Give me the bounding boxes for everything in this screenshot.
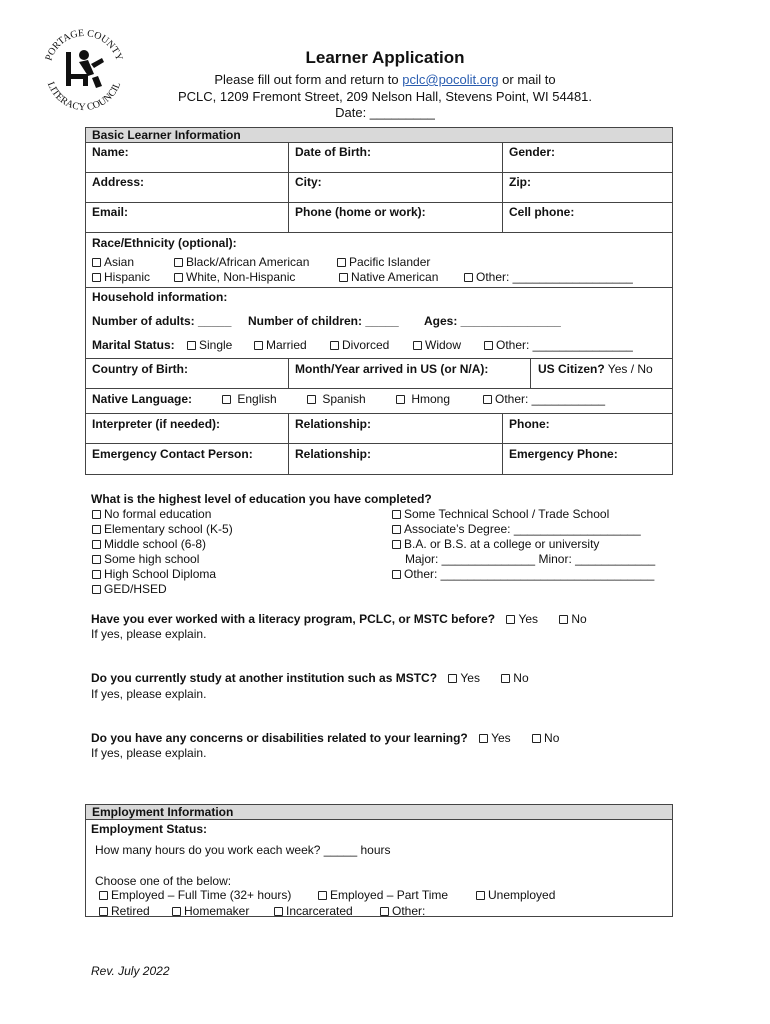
checkbox[interactable] bbox=[330, 341, 339, 350]
race-option-hispanic[interactable]: Hispanic bbox=[92, 270, 150, 284]
checkbox[interactable] bbox=[392, 570, 401, 579]
checkbox[interactable] bbox=[92, 273, 101, 282]
edu-diploma[interactable]: High School Diploma bbox=[92, 567, 216, 581]
checkbox[interactable] bbox=[222, 395, 231, 404]
race-option-black[interactable]: Black/African American bbox=[174, 255, 309, 269]
emp-homemaker[interactable]: Homemaker bbox=[172, 904, 249, 918]
emergency-relationship-field[interactable]: Relationship: bbox=[295, 447, 372, 461]
checkbox[interactable] bbox=[254, 341, 263, 350]
literacy-explain: If yes, please explain. bbox=[91, 627, 207, 641]
marital-married[interactable]: Married bbox=[254, 338, 307, 352]
checkbox[interactable] bbox=[92, 585, 101, 594]
emergency-phone-field[interactable]: Emergency Phone: bbox=[509, 447, 618, 461]
literacy-yes[interactable]: Yes bbox=[506, 612, 538, 626]
citizen-field[interactable]: US Citizen? Yes / No bbox=[538, 362, 653, 376]
disabilities-yes[interactable]: Yes bbox=[479, 731, 511, 745]
edu-middle[interactable]: Middle school (6-8) bbox=[92, 537, 206, 551]
checkbox[interactable] bbox=[559, 615, 568, 624]
education-question: What is the highest level of education you have completed? bbox=[91, 492, 432, 506]
study-no[interactable]: No bbox=[501, 671, 528, 685]
checkbox[interactable] bbox=[413, 341, 422, 350]
mailing-address: PCLC, 1209 Fremont Street, 209 Nelson Hall, Stevens Point, WI 54481. bbox=[177, 89, 593, 104]
edu-other[interactable]: Other: ________________________________ bbox=[392, 567, 654, 581]
lang-other[interactable]: Other: ___________ bbox=[483, 392, 605, 406]
marital-label: Marital Status: bbox=[92, 338, 175, 352]
ages-field[interactable]: Ages: _______________ bbox=[424, 314, 561, 328]
question-literacy: Have you ever worked with a literacy program, PCLC, or MSTC before? Yes No bbox=[91, 612, 587, 626]
checkbox[interactable] bbox=[99, 907, 108, 916]
emp-other[interactable]: Other: bbox=[380, 904, 425, 918]
edu-technical[interactable]: Some Technical School / Trade School bbox=[392, 507, 609, 521]
checkbox[interactable] bbox=[448, 674, 457, 683]
revision-note: Rev. July 2022 bbox=[91, 964, 170, 978]
edu-ged[interactable]: GED/HSED bbox=[92, 582, 167, 596]
gender-field[interactable]: Gender: bbox=[509, 145, 556, 159]
page-title: Learner Application bbox=[305, 48, 465, 67]
choose-label: Choose one of the below: bbox=[95, 874, 232, 888]
lang-english[interactable]: English bbox=[222, 392, 277, 406]
basic-info-header: Basic Learner Information bbox=[86, 128, 672, 143]
race-option-asian[interactable]: Asian bbox=[92, 255, 134, 269]
household-label: Household information: bbox=[92, 290, 228, 304]
interpreter-relationship-field[interactable]: Relationship: bbox=[295, 417, 372, 431]
interpreter-phone-field[interactable]: Phone: bbox=[509, 417, 550, 431]
address-field[interactable]: Address: bbox=[92, 175, 145, 189]
checkbox[interactable] bbox=[464, 273, 473, 282]
checkbox[interactable] bbox=[392, 510, 401, 519]
disabilities-no[interactable]: No bbox=[532, 731, 559, 745]
checkbox[interactable] bbox=[92, 540, 101, 549]
zip-field[interactable]: Zip: bbox=[509, 175, 531, 189]
country-field[interactable]: Country of Birth: bbox=[92, 362, 188, 376]
checkbox[interactable] bbox=[174, 273, 183, 282]
checkbox[interactable] bbox=[172, 907, 181, 916]
checkbox[interactable] bbox=[187, 341, 196, 350]
adults-field[interactable]: Number of adults: _____ bbox=[92, 314, 232, 328]
race-option-native[interactable]: Native American bbox=[339, 270, 438, 284]
literacy-no[interactable]: No bbox=[559, 612, 586, 626]
employment-status-label: Employment Status: bbox=[91, 822, 208, 836]
checkbox[interactable] bbox=[479, 734, 488, 743]
checkbox[interactable] bbox=[307, 395, 316, 404]
checkbox[interactable] bbox=[339, 273, 348, 282]
edu-bachelor[interactable]: B.A. or B.S. at a college or university bbox=[392, 537, 599, 551]
emp-incarcerated[interactable]: Incarcerated bbox=[274, 904, 353, 918]
emp-part-time[interactable]: Employed – Part Time bbox=[318, 888, 448, 902]
checkbox[interactable] bbox=[484, 341, 493, 350]
instructions-line1: Please fill out form and return to pclc@pocolit.org or mail to bbox=[214, 72, 556, 87]
checkbox[interactable] bbox=[532, 734, 541, 743]
edu-some-high[interactable]: Some high school bbox=[92, 552, 199, 566]
emp-full-time[interactable]: Employed – Full Time (32+ hours) bbox=[99, 888, 291, 902]
name-field[interactable]: Name: bbox=[92, 145, 129, 159]
city-field[interactable]: City: bbox=[295, 175, 322, 189]
checkbox[interactable] bbox=[318, 891, 327, 900]
study-explain: If yes, please explain. bbox=[91, 687, 207, 701]
checkbox[interactable] bbox=[92, 510, 101, 519]
race-option-pacific[interactable]: Pacific Islander bbox=[337, 255, 430, 269]
checkbox[interactable] bbox=[392, 540, 401, 549]
checkbox[interactable] bbox=[92, 570, 101, 579]
phone-field[interactable]: Phone (home or work): bbox=[295, 205, 426, 219]
email-field[interactable]: Email: bbox=[92, 205, 129, 219]
native-language-label: Native Language: bbox=[92, 392, 193, 406]
logo-text-bottom: LITERACY COUNCIL bbox=[44, 80, 124, 114]
disabilities-explain: If yes, please explain. bbox=[91, 746, 207, 760]
lang-spanish[interactable]: Spanish bbox=[307, 392, 366, 406]
question-study: Do you currently study at another institution such as MSTC? Yes No bbox=[91, 671, 529, 685]
emp-retired[interactable]: Retired bbox=[99, 904, 150, 918]
checkbox[interactable] bbox=[501, 674, 510, 683]
edu-associate[interactable]: Associate’s Degree: ___________________ bbox=[392, 522, 641, 536]
edu-major-minor[interactable]: Major: ______________ Minor: ____________ bbox=[405, 552, 656, 566]
emp-unemployed[interactable]: Unemployed bbox=[476, 888, 555, 902]
marital-widow[interactable]: Widow bbox=[413, 338, 461, 352]
emergency-contact-field[interactable]: Emergency Contact Person: bbox=[92, 447, 253, 461]
employment-header: Employment Information bbox=[86, 805, 672, 820]
arrived-field[interactable]: Month/Year arrived in US (or N/A): bbox=[295, 362, 489, 376]
race-option-other[interactable]: Other: __________________ bbox=[464, 270, 633, 284]
checkbox[interactable] bbox=[92, 555, 101, 564]
checkbox[interactable] bbox=[337, 258, 346, 267]
checkbox[interactable] bbox=[506, 615, 515, 624]
email-link[interactable]: pclc@pocolit.org bbox=[402, 72, 499, 87]
marital-other[interactable]: Other: _______________ bbox=[484, 338, 633, 352]
marital-single[interactable]: Single bbox=[187, 338, 232, 352]
checkbox[interactable] bbox=[380, 907, 389, 916]
checkbox[interactable] bbox=[174, 258, 183, 267]
race-label: Race/Ethnicity (optional): bbox=[92, 236, 237, 250]
checkbox[interactable] bbox=[92, 258, 101, 267]
hours-field[interactable]: How many hours do you work each week? _____ hours bbox=[95, 843, 391, 857]
question-disabilities: Do you have any concerns or disabilities related to your learning? Yes No bbox=[91, 731, 560, 745]
race-option-white[interactable]: White, Non-Hispanic bbox=[174, 270, 295, 284]
dob-field[interactable]: Date of Birth: bbox=[295, 145, 371, 159]
checkbox[interactable] bbox=[396, 395, 405, 404]
date-field[interactable]: Date: _________ bbox=[335, 105, 435, 120]
logo-text-top: PORTAGE COUNTY bbox=[43, 27, 125, 63]
edu-none[interactable]: No formal education bbox=[92, 507, 211, 521]
edu-elementary[interactable]: Elementary school (K-5) bbox=[92, 522, 233, 536]
checkbox[interactable] bbox=[476, 891, 485, 900]
interpreter-field[interactable]: Interpreter (if needed): bbox=[92, 417, 221, 431]
checkbox[interactable] bbox=[92, 525, 101, 534]
checkbox[interactable] bbox=[274, 907, 283, 916]
study-yes[interactable]: Yes bbox=[448, 671, 480, 685]
checkbox[interactable] bbox=[483, 395, 492, 404]
lang-hmong[interactable]: Hmong bbox=[396, 392, 450, 406]
checkbox[interactable] bbox=[392, 525, 401, 534]
marital-divorced[interactable]: Divorced bbox=[330, 338, 389, 352]
cell-phone-field[interactable]: Cell phone: bbox=[509, 205, 575, 219]
checkbox[interactable] bbox=[99, 891, 108, 900]
children-field[interactable]: Number of children: _____ bbox=[248, 314, 399, 328]
